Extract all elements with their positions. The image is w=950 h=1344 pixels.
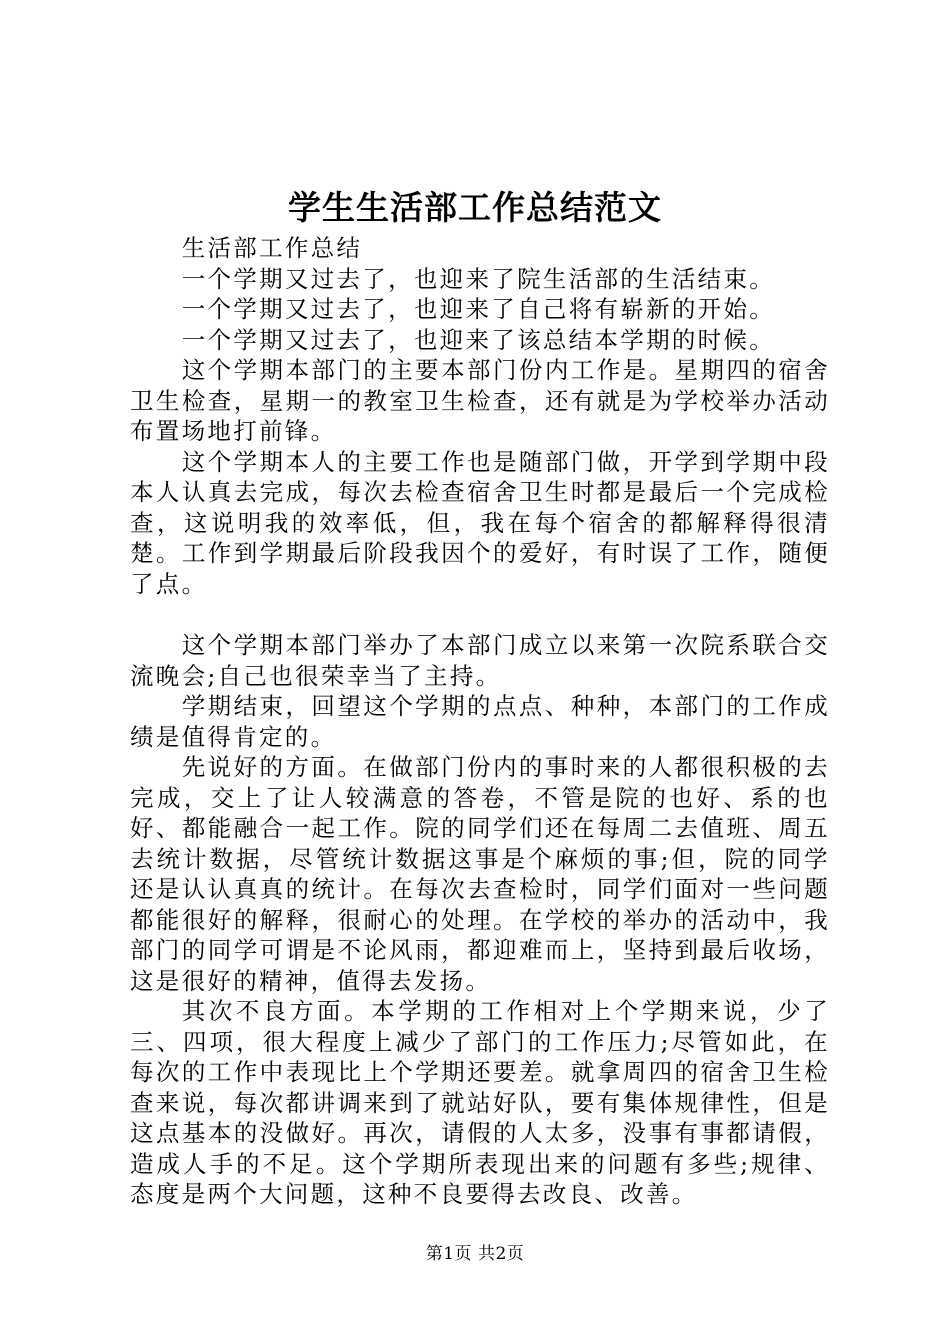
paragraph: 先说好的方面。在做部门份内的事时来的人都很积极的去完成，交上了让人较满意的答卷，不管是院的也好、系的也好、都能融合一起工作。院的同学们还在每周二去值班、周五去统计数据，尽管统计数据这事是个麻烦的事;但，院的同学还是认认真真的统计。在每次去查检时，同学们面对一些问题都能很好的解释，很耐心的处理。在学校的举办的活动中，我部门的同学可谓是不论风雨，都迎难而上，坚持到最后收场，这是很好的精神，值得去发扬。 [130, 753, 830, 995]
paragraph: 这个学期本部门的主要本部门份内工作是。星期四的宿舍卫生检查，星期一的教室卫生检查，还有就是为学校举办活动布置场地打前锋。 [130, 356, 830, 445]
paragraph: 其次不良方面。本学期的工作相对上个学期来说，少了三、四项，很大程度上减少了部门的工作压力;尽管如此，在每次的工作中表现比上个学期还要差。就拿周四的宿舍卫生检查来说，每次都讲调来到了就站好队，要有集体规律性，但是这点基本的没做好。再次，请假的人太多，没事有事都请假，造成人手的不足。这个学期所表现出来的问题有多些;规律、态度是两个大问题，这种不良要得去改良、改善。 [130, 997, 830, 1208]
paragraph: 一个学期又过去了，也迎来了院生活部的生活结束。 [181, 264, 776, 293]
paragraph: 学期结束，回望这个学期的点点、种种，本部门的工作成绩是值得肯定的。 [130, 692, 830, 751]
document-title: 学生生活部工作总结范文 [288, 188, 662, 227]
paragraph: 这个学期本部门举办了本部门成立以来第一次院系联合交流晚会;自己也很荣幸当了主持。 [130, 631, 830, 690]
paragraph: 一个学期又过去了，也迎来了该总结本学期的时候。 [181, 325, 776, 354]
document-body [130, 233, 830, 1210]
paragraph-heading: 生活部工作总结 [181, 234, 363, 262]
paragraph: 一个学期又过去了，也迎来了自己将有崭新的开始。 [181, 295, 776, 323]
page-number-footer: 第1页 共2页 [425, 1244, 525, 1264]
paragraph: 这个学期本人的主要工作也是随部门做，开学到学期中段本人认真去完成，每次去检查宿舍卫生时都是最后一个完成检查，这说明我的效率低，但，我在每个宿舍的都解释得很清楚。工作到学期最后阶段我因个的爱好，有时误了工作，随便了点。 [130, 447, 830, 598]
